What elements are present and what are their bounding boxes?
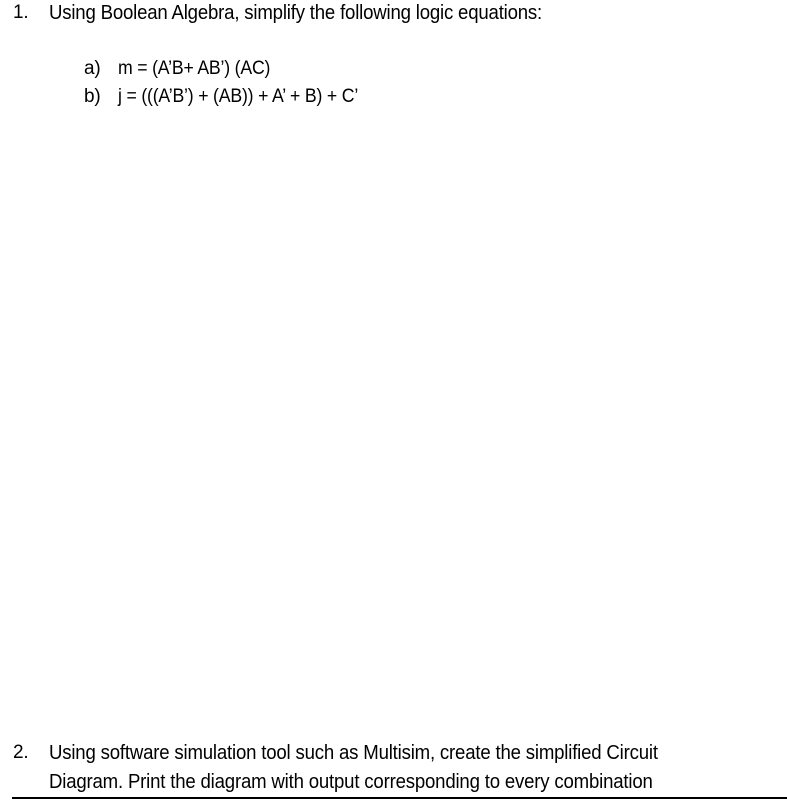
part-a-label: a) — [84, 58, 101, 79]
question-2-line-2: Diagram. Print the diagram with output corresponding to every combination — [49, 771, 653, 793]
part-b-equation: j = (((A’B’) + (AB)) + A’ + B) + C’ — [118, 86, 359, 107]
question-2-number: 2. — [13, 742, 29, 763]
page-bottom-rule — [12, 797, 787, 799]
part-a-equation: m = (A’B+ AB’) (AC) — [118, 58, 271, 79]
part-b-label: b) — [84, 86, 101, 107]
question-1-number: 1. — [13, 2, 29, 23]
question-1-text: Using Boolean Algebra, simplify the following logic equations: — [49, 2, 543, 24]
question-2-line-1: Using software simulation tool such as Multisim, create the simplified Circuit — [49, 742, 658, 764]
